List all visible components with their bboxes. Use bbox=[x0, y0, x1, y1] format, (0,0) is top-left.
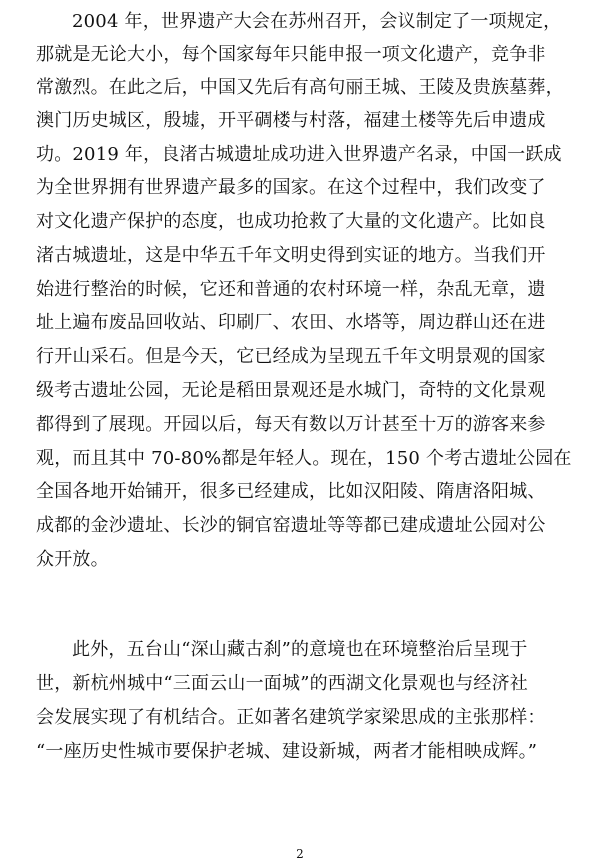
paragraph-1-line-6: 为全世界拥有世界遗产最多的国家。在这个过程中，我们改变了 bbox=[36, 177, 546, 198]
paragraph-1-line-14: 观，而且其中 70-80%都是年轻人。现在，150 个考古遗址公园在 bbox=[36, 448, 572, 469]
paragraph-1-line-1: 2004 年，世界遗产大会在苏州召开，会议制定了一项规定， bbox=[72, 11, 562, 32]
paragraph-2-line-1: 此外，五台山“深山藏古刹”的意境也在环境整治后呈现于 bbox=[72, 639, 528, 660]
paragraph-1-line-13: 都得到了展现。开园以后，每天有数以万计甚至十万的游客来参 bbox=[36, 414, 546, 435]
paragraph-1-line-12: 级考古遗址公园，无论是稻田景观还是水城门，奇特的文化景观 bbox=[36, 380, 546, 401]
paragraph-2-line-3: 会发展实现了有机结合。正如著名建筑学家梁思成的主张那样： bbox=[36, 707, 546, 728]
paragraph-1-line-11: 行开山采石。但是今天，它已经成为呈现五千年文明景观的国家 bbox=[36, 346, 546, 367]
paragraph-1-line-2: 那就是无论大小，每个国家每年只能申报一项文化遗产，竞争非 bbox=[36, 44, 546, 65]
paragraph-1-line-5: 功。2019 年，良渚古城遗址成功进入世界遗产名录，中国一跃成 bbox=[36, 144, 562, 165]
paragraph-1-line-7: 对文化遗产保护的态度，也成功抢救了大量的文化遗产。比如良 bbox=[36, 211, 546, 232]
page-number: 2 bbox=[296, 847, 304, 861]
paragraph-1-line-15: 全国各地开始铺开，很多已经建成，比如汉阳陵、隋唐洛阳城、 bbox=[36, 481, 546, 502]
paragraph-1-line-9: 始进行整治的时候，它还和普通的农村环境一样，杂乱无章，遗 bbox=[36, 279, 546, 300]
paragraph-1-line-10: 址上遍布废品回收站、印刷厂、农田、水塔等，周边群山还在进 bbox=[36, 312, 546, 333]
paragraph-1-line-8: 渚古城遗址，这是中华五千年文明史得到实证的地方。当我们开 bbox=[36, 245, 546, 266]
paragraph-1-line-4: 澳门历史城区，殷墟，开平碉楼与村落，福建土楼等先后申遗成 bbox=[36, 110, 546, 131]
paragraph-2-line-4: “一座历史性城市要保护老城、建设新城，两者才能相映成辉。” bbox=[36, 741, 538, 762]
paragraph-1-line-3: 常激烈。在此之后，中国又先后有高句丽王城、王陵及贵族墓葬， bbox=[36, 77, 564, 98]
paragraph-1-line-16: 成都的金沙遗址、长沙的铜官窑遗址等等都已建成遗址公园对公 bbox=[36, 515, 546, 536]
paragraph-2-line-2: 世，新杭州城中“三面云山一面城”的西湖文化景观也与经济社 bbox=[36, 673, 529, 694]
paragraph-1-line-17: 众开放。 bbox=[36, 549, 109, 570]
